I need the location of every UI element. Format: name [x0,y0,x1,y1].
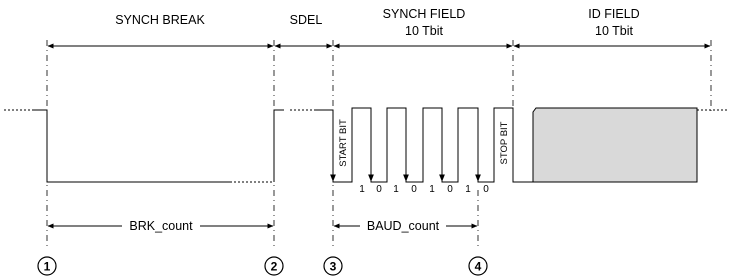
marker-1-number: 1 [43,259,51,274]
marker-2 [265,257,283,275]
bit-label-3: 1 [393,184,399,195]
bit-label-1: 1 [359,184,365,195]
break-rise [274,110,284,182]
bit-label-2: 0 [376,184,382,195]
id-field-subheader: 10 Tbit [595,24,633,38]
bit-label-7: 1 [465,184,471,195]
synch-break-header: SYNCH BREAK [115,13,205,27]
marker-3-number: 3 [329,259,337,274]
marker-3 [324,257,342,275]
marker-2-number: 2 [270,259,278,274]
marker-4-number: 4 [474,259,482,274]
bit-label-5: 1 [429,184,435,195]
start-bit-label: START BIT [338,119,349,167]
baud-count-label: BAUD_count [366,219,440,233]
id-field-block [533,108,697,182]
id-field-header: ID FIELD [588,7,640,21]
bit-label-4: 0 [411,184,417,195]
brk-count-label: BRK_count [129,219,193,233]
marker-4 [469,257,487,275]
synch-field-subheader: 10 Tbit [405,24,443,38]
sdel-header: SDEL [289,13,323,27]
synch-field-header: SYNCH FIELD [382,7,466,21]
stop-bit-label: STOP BIT [499,121,510,165]
break-low-segment [32,110,230,182]
marker-1 [38,257,56,275]
bit-label-6: 0 [447,184,453,195]
bit-label-8: 0 [483,184,489,195]
